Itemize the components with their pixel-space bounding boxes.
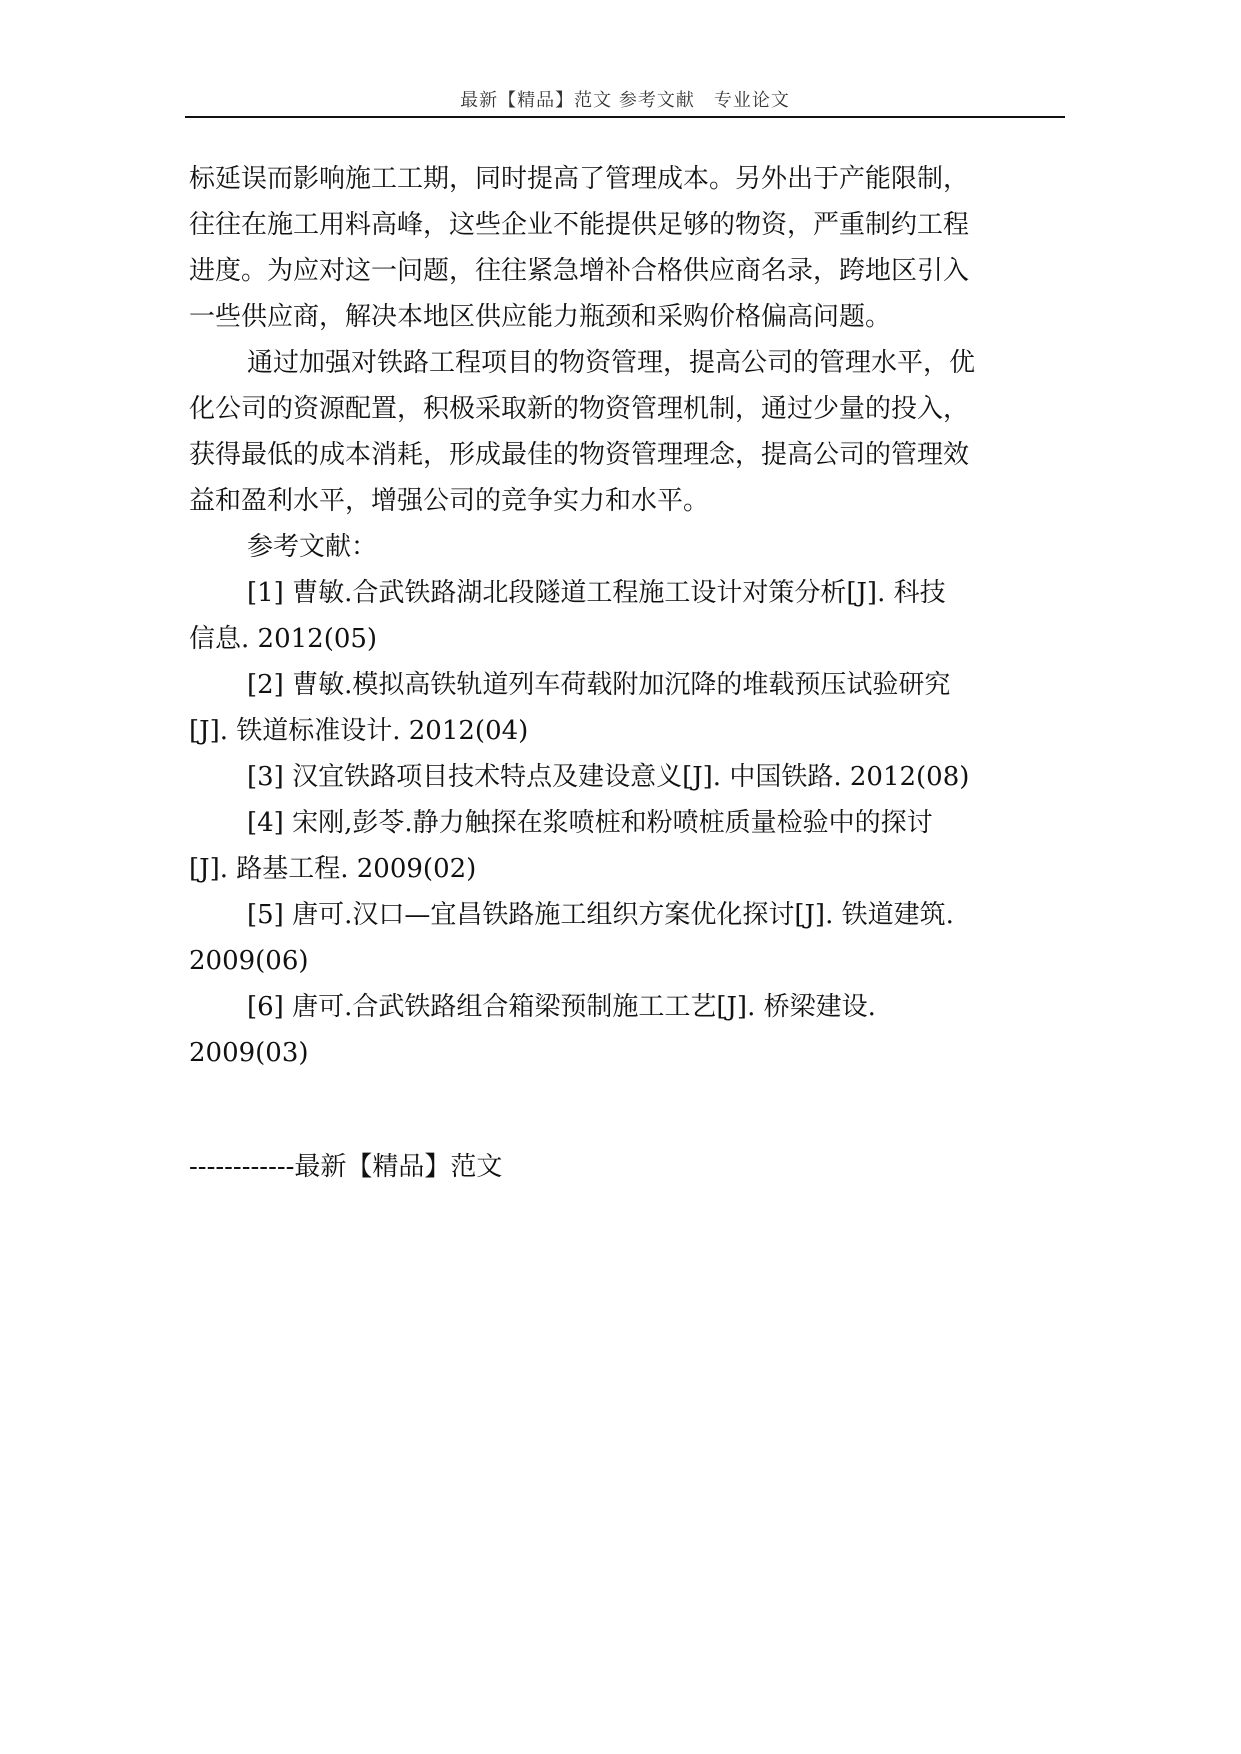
text-line: 化公司的资源配置，积极采取新的物资管理机制，通过少量的投入， <box>189 394 970 424</box>
reference-line: [5] 唐可.汉口—宜昌铁路施工组织方案优化探讨[J]. 铁道建筑. <box>247 900 954 930</box>
page-header: 最新【精品】范文 参考文献 专业论文 <box>185 86 1065 118</box>
reference-line: [2] 曹敏.模拟高铁轨道列车荷载附加沉降的堆载预压试验研究 <box>247 670 951 700</box>
text-line: 进度。为应对这一问题，往往紧急增补合格供应商名录，跨地区引入 <box>189 256 970 286</box>
paragraph-1 <box>189 156 1069 340</box>
text-line: 益和盈利水平，增强公司的竞争实力和水平。 <box>189 486 710 516</box>
reference-line: [4] 宋刚,彭苓.静力触探在浆喷桩和粉喷桩质量检验中的探讨 <box>247 808 933 838</box>
text-line: 标延误而影响施工工期，同时提高了管理成本。另外出于产能限制， <box>189 164 970 194</box>
text-line: 获得最低的成本消耗，形成最佳的物资管理理念，提高公司的管理效 <box>189 440 970 470</box>
reference-item-2 <box>189 662 1069 754</box>
reference-item-1 <box>189 570 1069 662</box>
reference-line: [3] 汉宜铁路项目技术特点及建设意义[J]. 中国铁路. 2012(08) <box>247 762 970 792</box>
reference-item-3 <box>189 754 1069 800</box>
reference-line: 2009(06) <box>189 946 309 976</box>
reference-line: [6] 唐可.合武铁路组合箱梁预制施工工艺[J]. 桥梁建设. <box>247 992 876 1022</box>
references-title <box>189 524 1069 570</box>
reference-item-5 <box>189 892 1069 984</box>
paragraph-2 <box>189 340 1069 524</box>
reference-line: [1] 曹敏.合武铁路湖北段隧道工程施工设计对策分析[J]. 科技 <box>247 578 946 608</box>
reference-item-6 <box>189 984 1069 1076</box>
text-line: 往往在施工用料高峰，这些企业不能提供足够的物资，严重制约工程 <box>189 210 970 240</box>
document-body <box>189 156 1069 1076</box>
reference-line: [J]. 铁道标准设计. 2012(04) <box>189 716 529 746</box>
references-heading: 参考文献： <box>247 532 378 562</box>
reference-line: [J]. 路基工程. 2009(02) <box>189 854 477 884</box>
reference-item-4 <box>189 800 1069 892</box>
reference-line: 信息. 2012(05) <box>189 624 378 654</box>
text-line: 通过加强对铁路工程项目的物资管理，提高公司的管理水平，优 <box>247 348 976 378</box>
footer-brand-text: ------------最新【精品】范文 <box>189 1152 503 1182</box>
text-line: 一些供应商，解决本地区供应能力瓶颈和采购价格偏高问题。 <box>189 302 892 332</box>
reference-line: 2009(03) <box>189 1038 309 1068</box>
